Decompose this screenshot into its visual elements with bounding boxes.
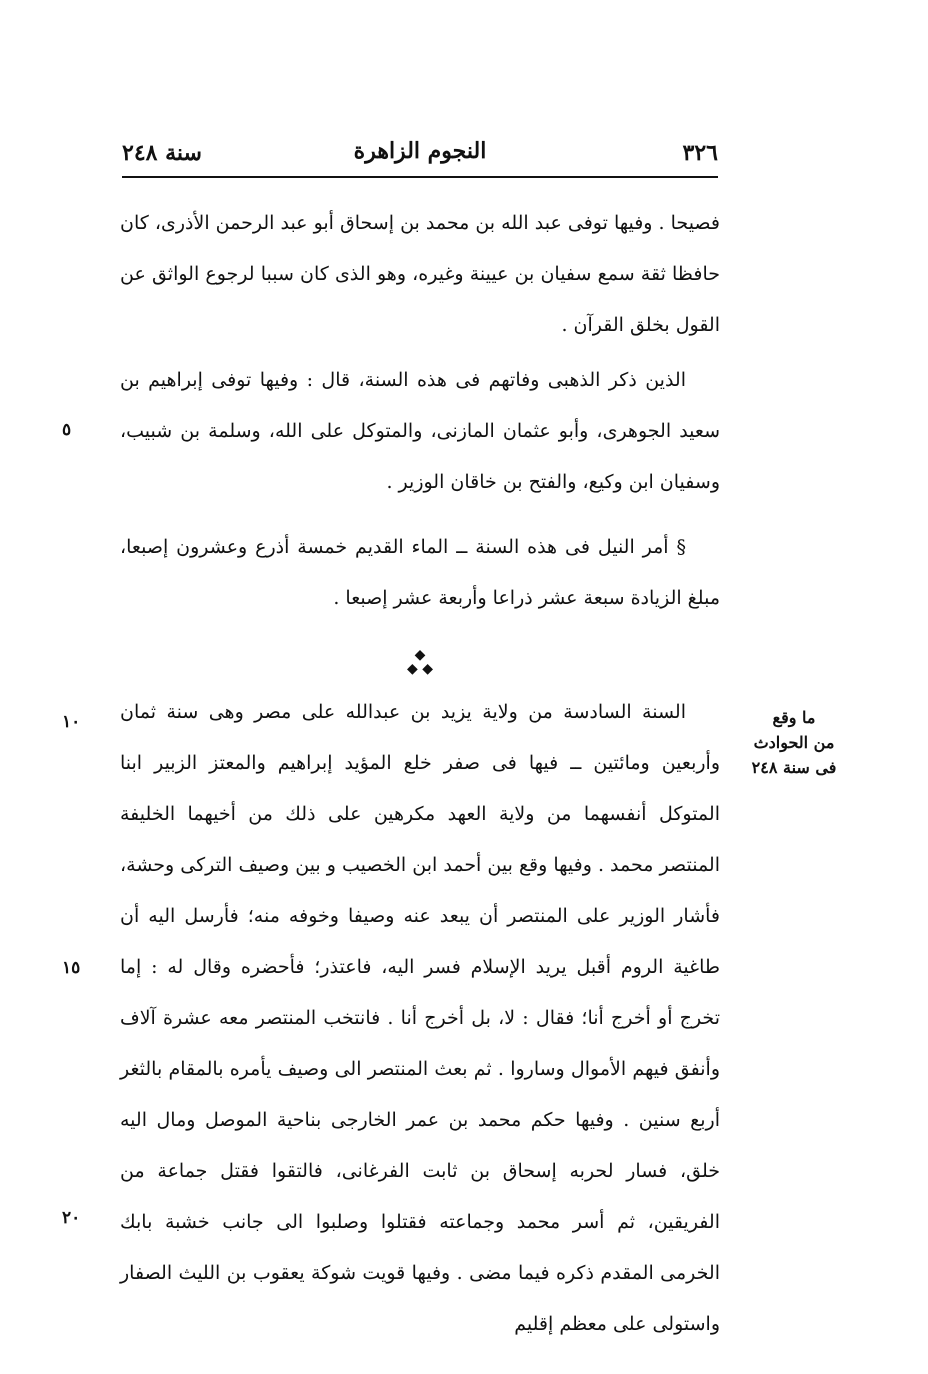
line-number: ١٥ xyxy=(62,958,81,978)
line-number: ٢٠ xyxy=(62,1208,81,1228)
paragraph-dhahabi-deaths xyxy=(120,355,720,508)
paragraph-text: الذين ذكر الذهبى وفاتهم فى هذه السنة، قال : وفيها توفى إبراهيم بن سعيد الجوهرى، وأبو عثمان المازنى، والمتوكل على الله، وسلمة بن شبيب، وسفيان ابن وكيع، والفتح بن خاقان الوزير . xyxy=(120,369,720,493)
line-number: ١٠ xyxy=(62,712,81,732)
section-ornament xyxy=(380,648,460,684)
page-number: ٣٢٦ xyxy=(682,140,718,166)
line-number: ٥ xyxy=(62,420,72,440)
paragraph-year-248 xyxy=(120,687,720,1350)
paragraph-nile xyxy=(120,522,720,624)
header-rule xyxy=(122,176,718,178)
marginal-line: من الحوادث xyxy=(753,733,835,752)
year-label: سنة ٢٤٨ xyxy=(122,140,202,166)
ornament-top: ◆ xyxy=(414,647,426,663)
marginal-line: ما وقع xyxy=(772,708,816,727)
book-title: النجوم الزاهرة xyxy=(353,138,487,164)
marginal-note xyxy=(740,705,848,780)
paragraph-death-notice: فصيحا . وفيها توفى عبد الله بن محمد بن إسحاق أبو عبد الرحمن الأذرى، كان حافظا ثقة سمع سفيان بن عيينة وغيره، وهو الذى كان سببا لرجوع الواثق عن القول بخلق القرآن . xyxy=(120,212,720,336)
paragraph-text: § أمر النيل فى هذه السنة ــ الماء القديم خمسة أذرع وعشرون إصبعا، مبلغ الزيادة سبعة عشر ذراعا وأربعة عشر إصبعا . xyxy=(120,536,720,609)
ornament-bottom: ◆ ◆ xyxy=(407,661,433,677)
marginal-line: فى سنة ٢٤٨ xyxy=(751,758,837,777)
running-header xyxy=(122,134,718,174)
paragraph-text: السنة السادسة من ولاية يزيد بن عبدالله على مصر وهى سنة ثمان وأربعين ومائتين ــ فيها فى صفر خلع المؤيد إبراهيم والمعتز الزبير ابنا المتوكل أنفسهما من ولاية العهد مكرهين على ذلك من أخيهما الخليفة المنتصر محمد . وفيها وقع بين أحمد ابن الخصيب و بين وصيف التركى وحشة، فأشار الوزير على المنتصر أن يبعد عنه وصيفا وخوفه منه؛ فأرسل اليه أن طاغية الروم أقبل يريد الإسلام فسر اليه، فاعتذر؛ فأحضره وقال له : إما تخرج أو أخرج أنا؛ فقال : لا، بل أخرج أنا . فانتخب المنتصر معه عشرة آلاف وأنفق فيهم الأموال وساروا . ثم بعث المنتصر الى وصيف يأمره بالمقام بالثغر أربع سنين . وفيها حكم محمد بن عمر الخارجى بناحية الموصل ومال اليه خلق، فسار لحربه إسحاق بن ثابت الفرغانى، فالتقوا فقتل جماعة من الفريقين، ثم أسر محمد وجماعته فقتلوا وصلبوا الى جانب خشبة بابك الخرمى المقدم ذكره فيما مضى . وفيها قويت شوكة يعقوب بن الليث الصفار واستولى على معظم إقليم xyxy=(120,701,720,1335)
